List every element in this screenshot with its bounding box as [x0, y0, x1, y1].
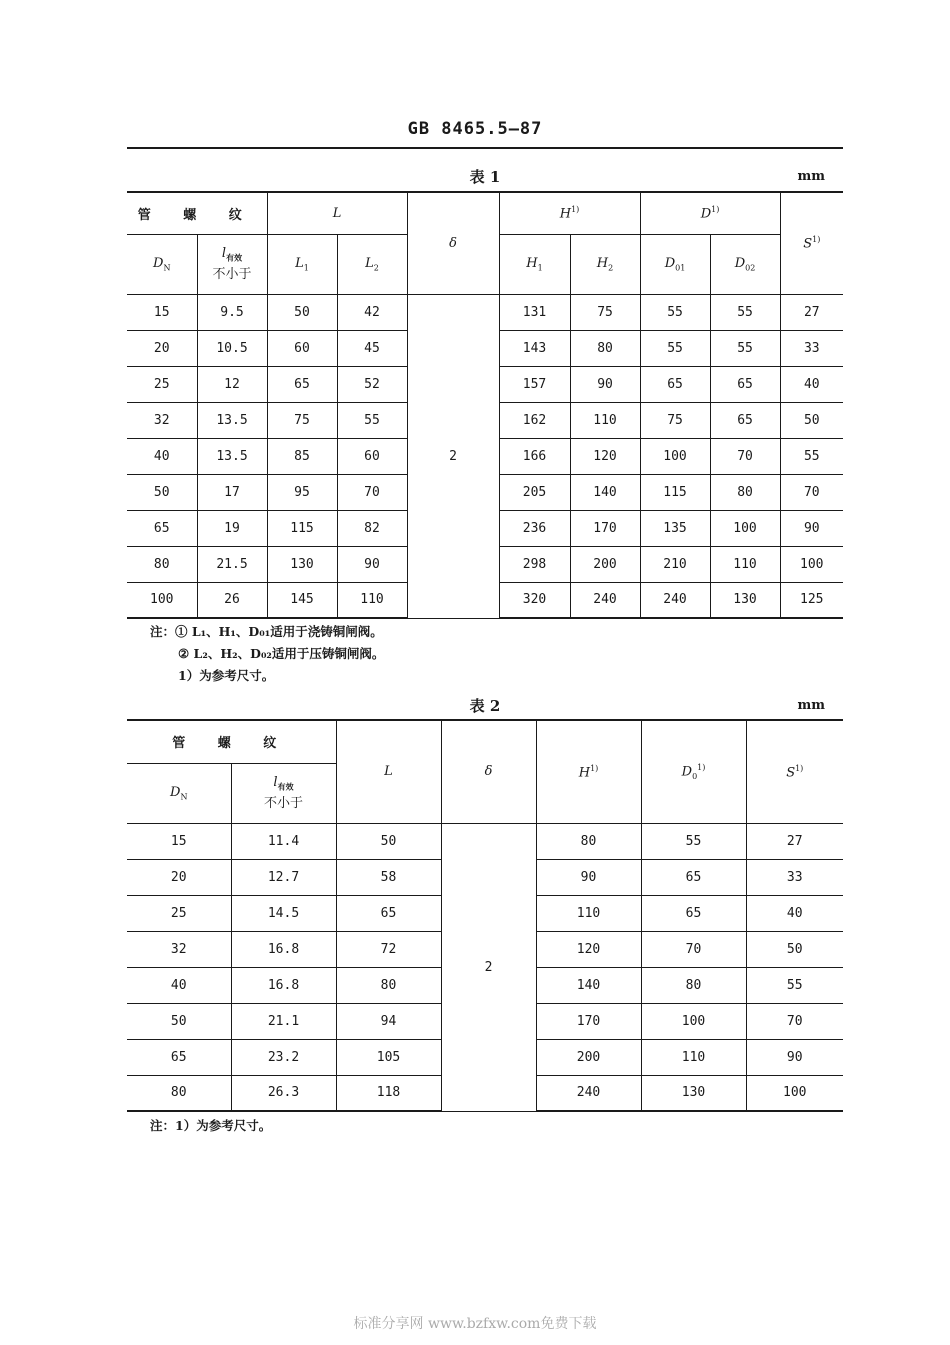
table-cell: 110: [641, 1039, 746, 1075]
table-cell: 55: [746, 967, 843, 1003]
table-cell: 50: [746, 931, 843, 967]
table-cell: 65: [710, 402, 780, 438]
table-cell: 55: [337, 402, 407, 438]
t1-group-H: $H^{1)}$: [499, 192, 640, 234]
table-cell: 130: [641, 1075, 746, 1111]
table-cell: 90: [536, 859, 641, 895]
t2-col-DN: $D_N$: [127, 763, 231, 823]
t1-col-S: $S^{1)}$: [780, 192, 843, 294]
table-cell: 90: [746, 1039, 843, 1075]
table-cell: 13.5: [197, 402, 267, 438]
table-cell: 120: [570, 438, 640, 474]
table-cell: 40: [127, 967, 231, 1003]
table-cell: 70: [337, 474, 407, 510]
table-cell: 55: [780, 438, 843, 474]
table-row: [127, 823, 843, 859]
t1-col-H2: $H_2$: [570, 234, 640, 294]
table-cell: 140: [570, 474, 640, 510]
table-cell: 26: [197, 582, 267, 618]
table-cell: 110: [337, 582, 407, 618]
table-cell: 75: [570, 294, 640, 330]
table-cell: 20: [127, 859, 231, 895]
table-cell: 80: [710, 474, 780, 510]
table-cell: 94: [336, 1003, 441, 1039]
table-cell: 33: [746, 859, 843, 895]
table-cell: 14.5: [231, 895, 336, 931]
table-cell: 60: [337, 438, 407, 474]
delta-value-cell: 2: [441, 823, 536, 1111]
table-cell: 23.2: [231, 1039, 336, 1075]
table-cell: 10.5: [197, 330, 267, 366]
table-cell: 115: [267, 510, 337, 546]
delta-value-cell: 2: [407, 294, 499, 618]
table-cell: 100: [746, 1075, 843, 1111]
table-cell: 157: [499, 366, 570, 402]
table-cell: 16.8: [231, 931, 336, 967]
t2-col-l: $l_{有效}$ 不小于: [231, 763, 336, 823]
t2-col-H: $H^{1)}$: [536, 720, 641, 823]
table-cell: 55: [641, 823, 746, 859]
table-cell: 90: [780, 510, 843, 546]
table-cell: 90: [570, 366, 640, 402]
table-cell: 118: [336, 1075, 441, 1111]
table-cell: 25: [127, 366, 197, 402]
table-cell: 110: [536, 895, 641, 931]
table2-unit: mm: [797, 698, 825, 713]
table-cell: 65: [641, 895, 746, 931]
standard-header: GB 8465.5—87: [407, 119, 543, 139]
table1-notes: [150, 621, 384, 687]
table-cell: 12.7: [231, 859, 336, 895]
table-cell: 17: [197, 474, 267, 510]
table-cell: 33: [780, 330, 843, 366]
table-cell: 120: [536, 931, 641, 967]
table-cell: 135: [640, 510, 710, 546]
table-cell: 40: [127, 438, 197, 474]
t1-col-delta: δ: [407, 192, 499, 294]
table-cell: 130: [267, 546, 337, 582]
t1-col-D01: $D_{01}$: [640, 234, 710, 294]
table-cell: 12: [197, 366, 267, 402]
table-cell: 166: [499, 438, 570, 474]
table-cell: 32: [127, 931, 231, 967]
table-cell: 100: [640, 438, 710, 474]
table-cell: 298: [499, 546, 570, 582]
table-cell: 50: [336, 823, 441, 859]
table-cell: 100: [710, 510, 780, 546]
table-cell: 80: [641, 967, 746, 1003]
table-cell: 50: [127, 1003, 231, 1039]
table-cell: 25: [127, 895, 231, 931]
t1-col-H1: $H_1$: [499, 234, 570, 294]
t1-group-L: L: [267, 192, 407, 234]
t1-col-l: $l_{有效}$ 不小于: [197, 234, 267, 294]
table-cell: 55: [710, 294, 780, 330]
table-cell: 60: [267, 330, 337, 366]
table2: [127, 719, 843, 1112]
table-cell: 115: [640, 474, 710, 510]
table-cell: 80: [570, 330, 640, 366]
table-cell: 85: [267, 438, 337, 474]
t1-col-DN: $D_N$: [127, 234, 197, 294]
t1-col-L1: $L_1$: [267, 234, 337, 294]
table-cell: 11.4: [231, 823, 336, 859]
table-cell: 131: [499, 294, 570, 330]
table1: [127, 191, 843, 619]
table-cell: 320: [499, 582, 570, 618]
table-cell: 20: [127, 330, 197, 366]
t2-col-L: L: [336, 720, 441, 823]
t2-col-delta: δ: [441, 720, 536, 823]
table-cell: 82: [337, 510, 407, 546]
table-cell: 65: [127, 510, 197, 546]
table-cell: 21.5: [197, 546, 267, 582]
table-cell: 75: [267, 402, 337, 438]
table-cell: 80: [127, 1075, 231, 1111]
table1-note-1: 注：① L₁、H₁、D₀₁适用于浇铸铜闸阀。: [150, 624, 383, 639]
table-cell: 143: [499, 330, 570, 366]
table-cell: 55: [710, 330, 780, 366]
table-cell: 52: [337, 366, 407, 402]
table-cell: 105: [336, 1039, 441, 1075]
table-cell: 162: [499, 402, 570, 438]
table1-unit: mm: [797, 169, 825, 184]
table-cell: 70: [780, 474, 843, 510]
table-cell: 58: [336, 859, 441, 895]
table-cell: 65: [336, 895, 441, 931]
table-cell: 9.5: [197, 294, 267, 330]
table-cell: 80: [127, 546, 197, 582]
table2-note: 注：1）为参考尺寸。: [150, 1118, 272, 1133]
table-cell: 200: [570, 546, 640, 582]
table-cell: 140: [536, 967, 641, 1003]
table-cell: 70: [710, 438, 780, 474]
t2-col-D0: $D_0^{1)}$: [641, 720, 746, 823]
table-cell: 240: [536, 1075, 641, 1111]
t1-col-D02: $D_{02}$: [710, 234, 780, 294]
table-cell: 95: [267, 474, 337, 510]
table-cell: 32: [127, 402, 197, 438]
table-cell: 50: [780, 402, 843, 438]
table-cell: 42: [337, 294, 407, 330]
table1-title: 表 1: [469, 168, 501, 186]
table-cell: 100: [127, 582, 197, 618]
table-cell: 70: [746, 1003, 843, 1039]
table2-title: 表 2: [469, 697, 501, 715]
header-rule: [127, 147, 843, 149]
table-cell: 65: [640, 366, 710, 402]
table-cell: 27: [746, 823, 843, 859]
table-cell: 205: [499, 474, 570, 510]
table-cell: 210: [640, 546, 710, 582]
table-cell: 65: [127, 1039, 231, 1075]
table-cell: 90: [337, 546, 407, 582]
t2-group-thread: 管 螺 纹: [127, 720, 336, 763]
t1-col-L2: $L_2$: [337, 234, 407, 294]
table-cell: 130: [710, 582, 780, 618]
table-cell: 240: [640, 582, 710, 618]
table-cell: 70: [641, 931, 746, 967]
table-cell: 236: [499, 510, 570, 546]
table-cell: 16.8: [231, 967, 336, 1003]
table-cell: 40: [780, 366, 843, 402]
table-cell: 145: [267, 582, 337, 618]
table-row: [127, 294, 843, 330]
t1-group-thread: 管 螺 纹: [127, 192, 267, 234]
table1-note-3: 1）为参考尺寸。: [178, 668, 275, 683]
table-cell: 200: [536, 1039, 641, 1075]
table-cell: 50: [127, 474, 197, 510]
table-cell: 125: [780, 582, 843, 618]
table-cell: 50: [267, 294, 337, 330]
table-cell: 45: [337, 330, 407, 366]
table-cell: 75: [640, 402, 710, 438]
table-cell: 27: [780, 294, 843, 330]
table-cell: 26.3: [231, 1075, 336, 1111]
t1-group-D: $D^{1)}$: [640, 192, 780, 234]
table-cell: 65: [710, 366, 780, 402]
table-cell: 55: [640, 330, 710, 366]
table-cell: 170: [570, 510, 640, 546]
table-cell: 100: [641, 1003, 746, 1039]
table-cell: 110: [570, 402, 640, 438]
table-cell: 65: [267, 366, 337, 402]
table-cell: 13.5: [197, 438, 267, 474]
t2-col-S: $S^{1)}$: [746, 720, 843, 823]
table-cell: 55: [640, 294, 710, 330]
table-cell: 15: [127, 823, 231, 859]
table-cell: 15: [127, 294, 197, 330]
table-cell: 80: [536, 823, 641, 859]
table-cell: 80: [336, 967, 441, 1003]
footer-watermark: 标准分享网 www.bzfxw.com免费下载: [353, 1316, 597, 1332]
table-cell: 19: [197, 510, 267, 546]
table1-note-2: ② L₂、H₂、D₀₂适用于压铸铜闸阀。: [178, 646, 385, 661]
table-cell: 72: [336, 931, 441, 967]
table-cell: 21.1: [231, 1003, 336, 1039]
table-cell: 40: [746, 895, 843, 931]
table-cell: 110: [710, 546, 780, 582]
table-cell: 170: [536, 1003, 641, 1039]
table-cell: 240: [570, 582, 640, 618]
table-cell: 100: [780, 546, 843, 582]
table-cell: 65: [641, 859, 746, 895]
